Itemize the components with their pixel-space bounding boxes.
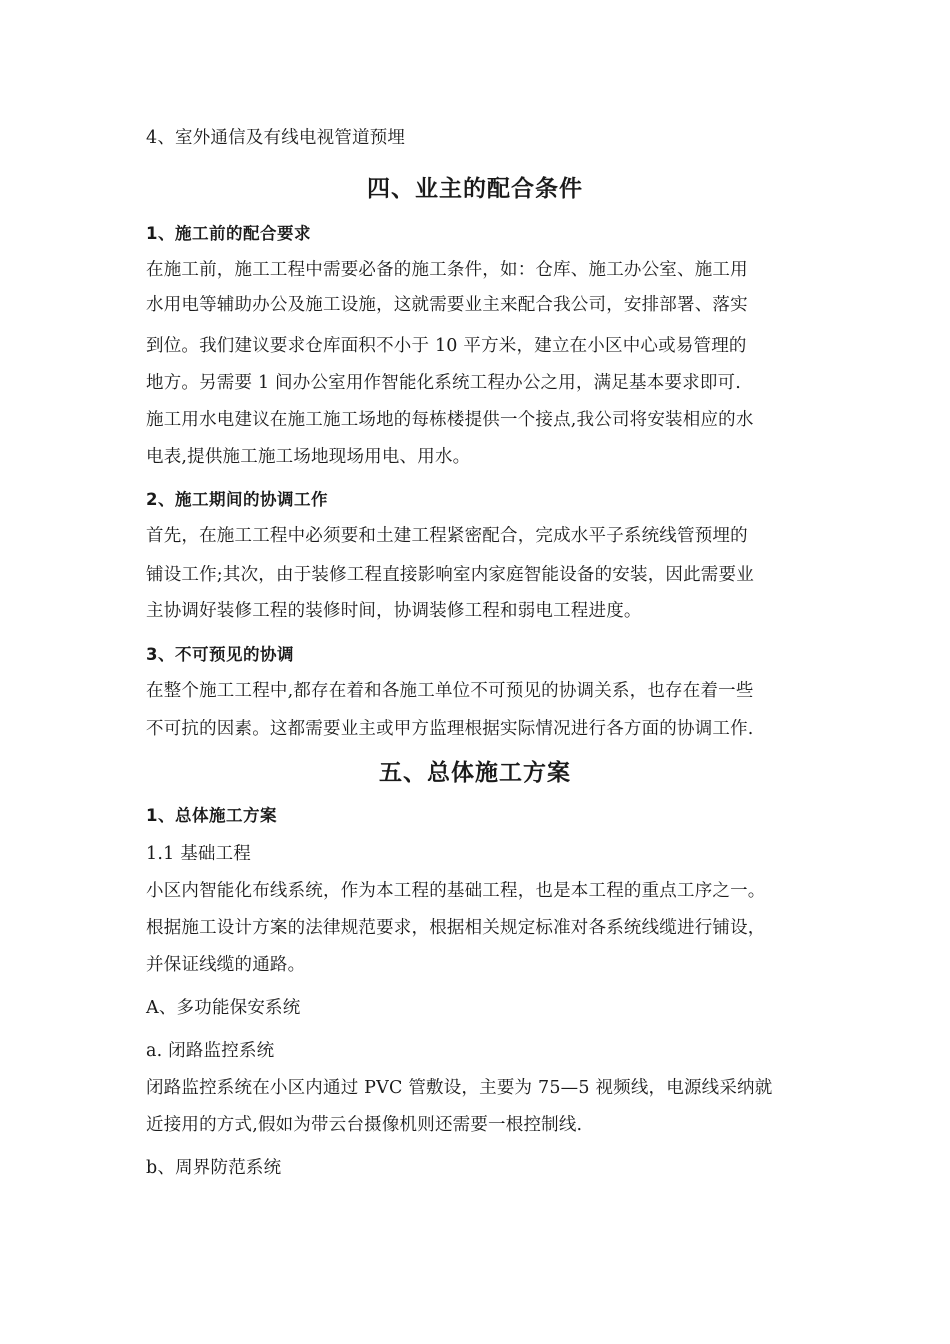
paragraph-line: 不可抗的因素。这都需要业主或甲方监理根据实际情况进行各方面的协调工作. (146, 719, 754, 739)
section-heading-overall-plan: 五、总体施工方案 (379, 760, 571, 786)
paragraph-line: 在施工前，施工工程中需要必备的施工条件，如：仓库、施工办公室、施工用 (146, 260, 748, 280)
subheading-unforeseen: 3、不可预见的协调 (146, 645, 294, 664)
item-title-perimeter: b、周界防范系统 (146, 1158, 282, 1178)
section-heading-owner-cooperation: 四、业主的配合条件 (367, 176, 583, 202)
paragraph-line: 根据施工设计方案的法律规范要求，根据相关规定标准对各系统线缆进行铺设， (146, 918, 766, 938)
subsection-title-foundation: 1.1 基础工程 (146, 844, 251, 864)
paragraph-line: 施工用水电建议在施工施工场地的每栋楼提供一个接点,我公司将安装相应的水 (146, 410, 754, 430)
paragraph-line: 到位。我们建议要求仓库面积不小于 10 平方米，建立在小区中心或易管理的 (146, 336, 747, 356)
paragraph-line: 在整个施工工程中,都存在着和各施工单位不可预见的协调关系，也存在着一些 (146, 681, 754, 701)
paragraph-line: 首先，在施工工程中必须要和土建工程紧密配合，完成水平子系统线管预埋的 (146, 526, 748, 546)
subheading-overall-plan: 1、总体施工方案 (146, 806, 277, 825)
paragraph-line: 并保证线缆的通路。 (146, 955, 306, 975)
paragraph-line: 主协调好装修工程的装修时间，协调装修工程和弱电工程进度。 (146, 601, 642, 621)
paragraph-line: 闭路监控系统在小区内通过 PVC 管敷设，主要为 75—5 视频线，电源线采纳就 (146, 1078, 773, 1098)
item-title-security-system: A、多功能保安系统 (146, 998, 301, 1018)
item-title-cctv: a. 闭路监控系统 (146, 1041, 275, 1061)
paragraph-line: 电表,提供施工施工场地现场用电、用水。 (146, 447, 471, 467)
paragraph-line: 近接用的方式,假如为带云台摄像机则还需要一根控制线. (146, 1115, 583, 1135)
paragraph-line: 小区内智能化布线系统，作为本工程的基础工程，也是本工程的重点工序之一。 (146, 881, 766, 901)
subheading-pre-construction: 1、施工前的配合要求 (146, 224, 311, 243)
subheading-coordination: 2、施工期间的协调工作 (146, 490, 328, 509)
paragraph-line: 地方。另需要 1 间办公室用作智能化系统工程办公之用，满足基本要求即可. (146, 373, 742, 393)
list-item-outdoor-pipes: 4、室外通信及有线电视管道预埋 (146, 128, 406, 148)
paragraph-line: 铺设工作;其次，由于装修工程直接影响室内家庭智能设备的安装，因此需要业 (146, 565, 754, 585)
paragraph-line: 水用电等辅助办公及施工设施，这就需要业主来配合我公司，安排部署、落实 (146, 295, 748, 315)
